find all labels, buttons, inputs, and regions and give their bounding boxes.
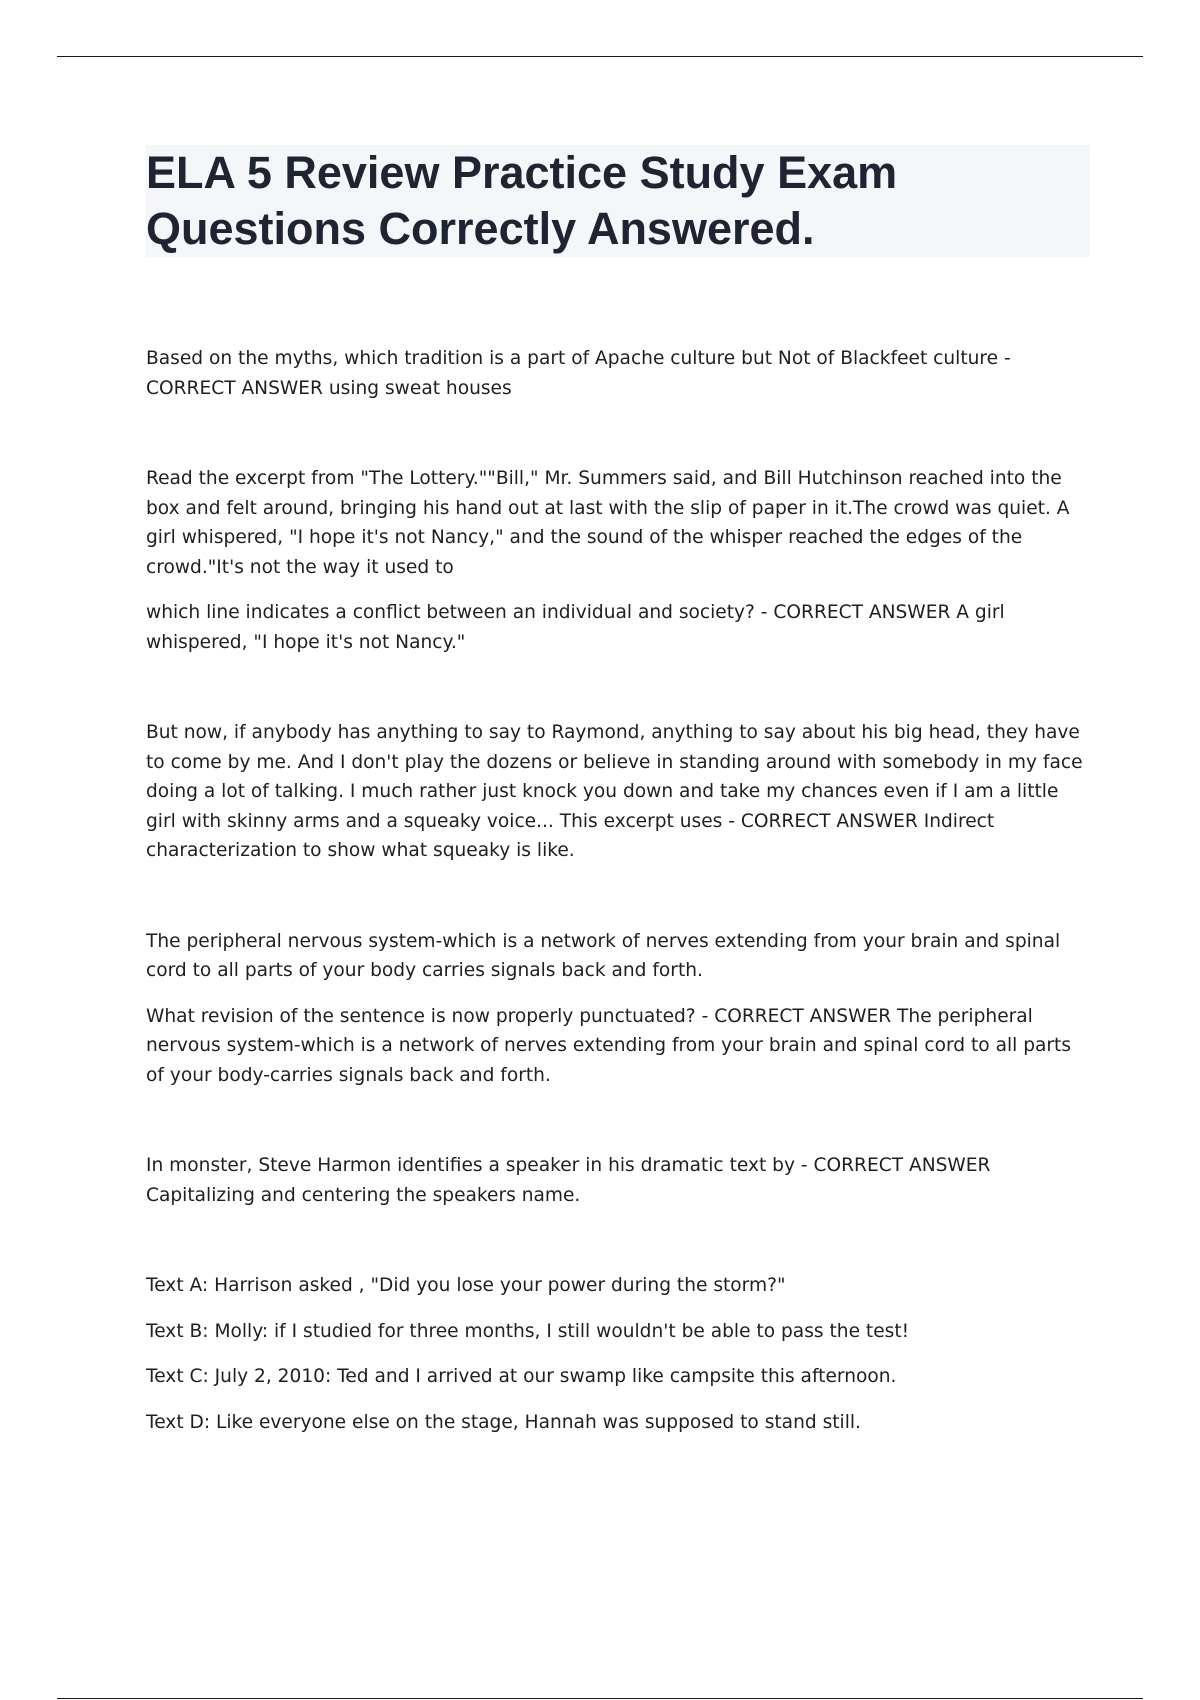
question-punctuation-revision: What revision of the sentence is now properly punctuated? - CORRECT ANSWER The peripheral nervous system-which is a network of nerves extending from your brain and spinal cord to all parts of your body-carries signals back and forth. <box>146 1005 1072 1086</box>
top-divider <box>57 56 1143 57</box>
question-lottery-conflict: which line indicates a conflict between an individual and society? - CORRECT ANSWER A girl whispered, "I hope it's not Nancy." <box>146 602 1005 653</box>
text-b: Text B: Molly: if I studied for three months, I still wouldn't be able to pass the test! <box>146 1320 910 1342</box>
document-body <box>146 344 1086 1437</box>
nervous-system-sentence: The peripheral nervous system-which is a network of nerves extending from your brain and spinal cord to all parts of your body carries signals back and forth. <box>146 930 1061 981</box>
question-raymond-excerpt: But now, if anybody has anything to say to Raymond, anything to say about his big head, they have to come by me. And I don't play the dozens or believe in standing around with somebody in my face doing a lot of talking. I much rather just knock you down and take my chances even if I am a little girl with skinny arms and a squeaky voice... This excerpt uses - CORRECT ANSWER Indirect characterization to show what squeaky is like. <box>146 722 1083 861</box>
text-c: Text C: July 2, 2010: Ted and I arrived at our swamp like campsite this afternoon. <box>146 1366 897 1387</box>
question-monster-speaker: In monster, Steve Harmon identifies a speaker in his dramatic text by - CORRECT ANSWER Capitalizing and centering the speakers name. <box>146 1155 991 1206</box>
lottery-excerpt: Read the excerpt from "The Lottery.""Bill," Mr. Summers said, and Bill Hutchinson reached into the box and felt around, bringing his hand out at last with the slip of paper in it.The crowd was quiet. A girl whispered, "I hope it's not Nancy," and the sound of the whisper reached the edges of the crowd."It's not the way it used to <box>146 468 1070 578</box>
title-block <box>146 145 1090 257</box>
question-apache-tradition: Based on the myths, which tradition is a part of Apache culture but Not of Blackfeet culture - CORRECT ANSWER using sweat houses <box>146 348 1011 399</box>
document-title: ELA 5 Review Practice Study Exam Questions Correctly Answered. <box>146 147 898 254</box>
bottom-divider <box>57 1698 1143 1699</box>
text-d: Text D: Like everyone else on the stage, Hannah was supposed to stand still. <box>146 1411 861 1433</box>
text-a: Text A: Harrison asked , "Did you lose your power during the storm?" <box>146 1275 786 1296</box>
